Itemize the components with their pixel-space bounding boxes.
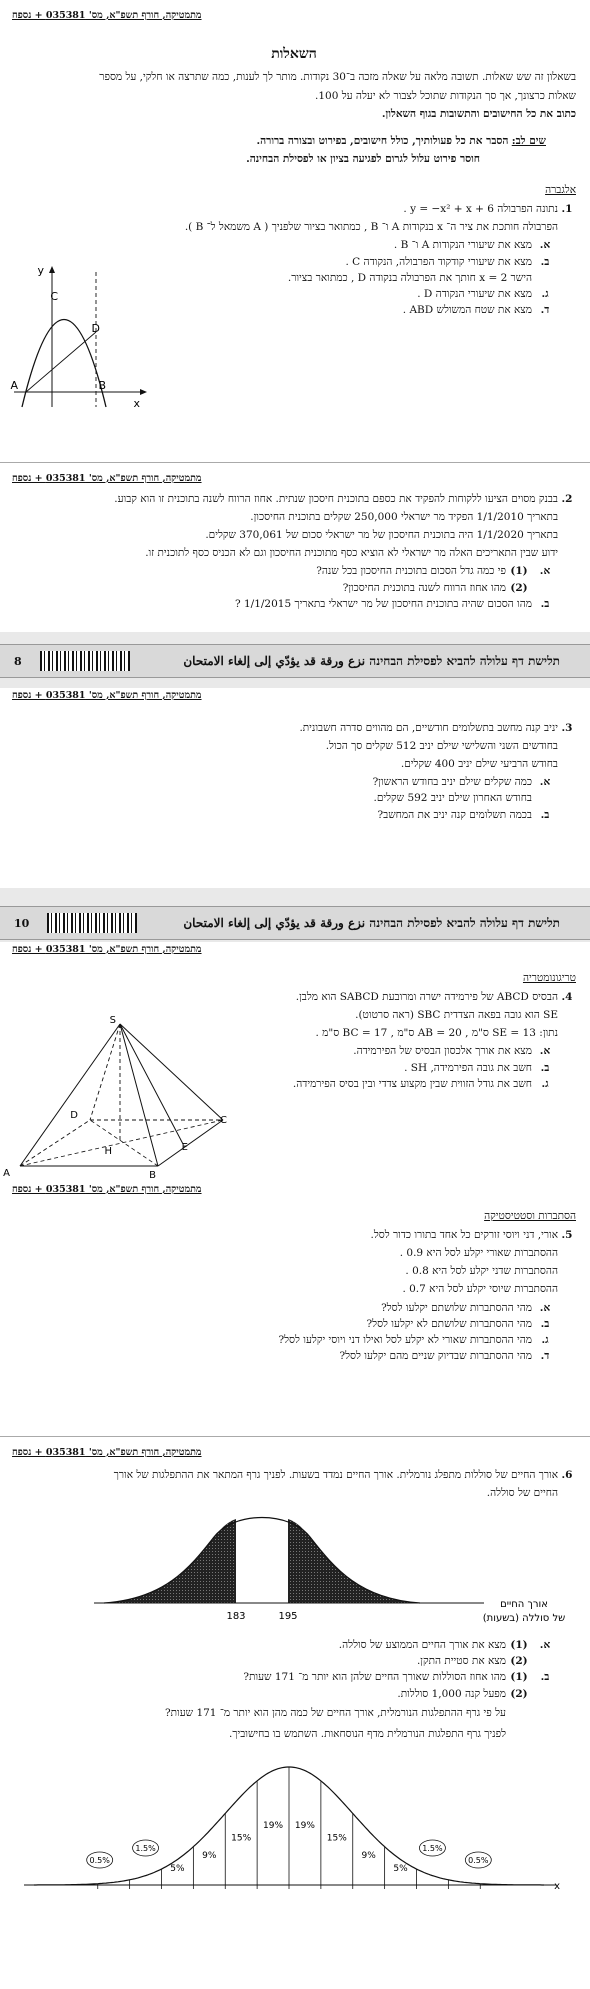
note-line-2: חוסר פירוט עלול לגרום לפגיעה בציון או לפסילת הבחינה. bbox=[246, 152, 480, 165]
tear-warning-text: תלישת דף עלולה להביא לפסילת הבחינה نزع ورقة قد يؤدّي إلى إلغاء الامتحان bbox=[183, 653, 560, 668]
question-number: 3. bbox=[561, 721, 573, 734]
q6-tail-1: על פי גרף ההתפלגות הנורמלית, אורך החיים של כמה מהן הוא יותר מ־ 171 שעות? bbox=[165, 1706, 506, 1719]
question-number: 2. bbox=[561, 492, 573, 505]
page-header: מתמטיקה, חורף תשפ"א, מס' 035381 + נספח bbox=[12, 690, 202, 701]
q6-item: (2) מפעל קנה 1,000 סוללות. bbox=[397, 1687, 528, 1700]
q1-item: ד. מצא את שטח המשולש ABD . bbox=[402, 303, 550, 316]
question-5 bbox=[12, 1229, 576, 1366]
q4-line: הבסיס ABCD של פירמידה ישרה ומרובעת SABCD הוא מלבן. bbox=[295, 991, 558, 1003]
vertex-label-h: H bbox=[104, 1146, 112, 1157]
q4-item: ג. חשב את גודל הזווית שבין מקצוע צדדי ובין בסיס הפירמידה. bbox=[292, 1077, 549, 1090]
percent-label: 0.5% bbox=[468, 1855, 489, 1865]
axis-title-2: של סוללה (בשעות) bbox=[482, 1613, 566, 1625]
shaded-left-tail bbox=[104, 1519, 236, 1603]
q4-item: ב. חשב את גובה הפירמידה, SH . bbox=[404, 1061, 550, 1074]
page-title: השאלות bbox=[271, 45, 317, 62]
q3-line: יניב קנה מחשב בתשלומים חודשיים, הם מהווים סדרה חשבונית. bbox=[299, 721, 558, 734]
normal-distribution-figure bbox=[14, 1747, 574, 1897]
page-number: 8 bbox=[14, 654, 22, 668]
q6-item: א. (1) מצא את אורך החיים הממוצע של סוללה. bbox=[338, 1639, 551, 1652]
q5-line: אורי, דני ויוסי זורקים כל אחד בתורו כדור לסל. bbox=[370, 1229, 558, 1241]
q3-item: בחודש האחרון שילם יניב 592 שקלים. bbox=[373, 792, 532, 805]
q3-line: בחודשים השני והשלישי שילם יניב 512 שקלים סך הכול. bbox=[325, 740, 558, 752]
percent-label: 9% bbox=[202, 1850, 217, 1861]
question-number: 5. bbox=[561, 1229, 573, 1241]
vertex-label-c: C bbox=[220, 1115, 227, 1126]
note-label: שים לב: bbox=[511, 134, 546, 147]
q3-line: בחודש הרביעי שילם יניב 400 שקלים. bbox=[400, 758, 558, 771]
q2-line: בבנק מסוים הציעו ללקוחות להפקיד את כספם בתוכנית חיסכון שנתית. אחוז הרווח לשנה בתוכנית זו הוא קבוע. bbox=[114, 492, 558, 505]
q4-item: א. מצא את אורך אלכסון הבסיס של הפירמידה. bbox=[353, 1045, 551, 1058]
q6-line: החיים של סוללה. bbox=[486, 1487, 558, 1499]
point-label-b: B bbox=[98, 379, 106, 392]
q2-line: ידוע שבין התאריכים האלה מר ישראלי לא הוציא כסף מתוכנית החיסכון וגם לא הכניס כסף לתוכנית זו. bbox=[145, 547, 558, 560]
q3-item: ב. בכמה תשלומים קנה יניב את המחשב? bbox=[377, 808, 550, 821]
question-number: 1. bbox=[561, 203, 573, 216]
q1-stem-2: הפרבולה חותכת את ציר ה־ x בנקודות A ו־ B , כמתואר בציור שלפניך ( A משמאל ל־ B ). bbox=[184, 221, 558, 234]
q5-item: ב. מהי ההסתברות שלושתם לא יקלעו לסל? bbox=[366, 1317, 550, 1330]
percent-label: 5% bbox=[170, 1863, 185, 1874]
vertex-label-e: E bbox=[181, 1142, 188, 1153]
vertex-label-s: S bbox=[109, 1015, 116, 1026]
vertex-label-b: B bbox=[149, 1170, 156, 1181]
page-header: מתמטיקה, חורף תשפ"א, מס' 035381 + נספח bbox=[12, 944, 202, 955]
page-5 bbox=[0, 1182, 590, 1436]
page-header: מתמטיקה, חורף תשפ"א, מס' 035381 + נספח bbox=[12, 10, 202, 21]
point-label-d: D bbox=[91, 322, 100, 335]
q1-item: א. מצא את שיעורי הנקודות A ו־ B . bbox=[393, 239, 551, 252]
percent-label: 5% bbox=[393, 1863, 408, 1874]
q5-item: ג. מהי ההסתברות שאורי לא יקלע לסל ואילו דני ויוסי יקלעו לסל? bbox=[278, 1333, 549, 1346]
vertex-label-d: D bbox=[70, 1110, 78, 1121]
percent-label: 19% bbox=[294, 1820, 315, 1831]
q6-tail-2: לפניך גרף התפלגות הנורמלית מדף הנוסחאות. השתמש בו בחישוביך. bbox=[228, 1727, 506, 1740]
pyramid-figure bbox=[3, 1015, 248, 1186]
page-header: מתמטיקה, חורף תשפ"א, מס' 035381 + נספח bbox=[12, 1184, 202, 1195]
note-block bbox=[12, 135, 576, 166]
q2-line: בתאריך 1/1/2010 הפקיד מר ישראלי 250,000 שקלים בתוכנית החיסכון. bbox=[250, 511, 558, 523]
section-algebra: אלגברה bbox=[545, 184, 576, 196]
intro-line-3: כתוב את כל החישובים והתשובות בגוף השאלון. bbox=[381, 107, 576, 120]
q1-item: ג. מצא את שיעורי הנקודה D . bbox=[417, 287, 549, 300]
question-2 bbox=[12, 493, 576, 614]
page-3 bbox=[0, 688, 590, 888]
page-4 bbox=[0, 942, 590, 1196]
q3-item: א. כמה שקלים שילם יניב בחודש הראשון? bbox=[372, 776, 551, 789]
percent-label: 1.5% bbox=[422, 1843, 443, 1853]
q5-item: ד. מהי ההסתברות שבדיוק שניים מהם יקלעו לסל? bbox=[339, 1349, 550, 1362]
q4-line: SE הוא גובה בפאה הצדדית SBC (ראה סרטוט). bbox=[355, 1009, 558, 1022]
point-label-c: C bbox=[50, 290, 58, 303]
axis-label-x: x bbox=[133, 397, 140, 410]
section-prob: הסתברות וסטטיסטיקה bbox=[484, 1209, 576, 1222]
page-header: מתמטיקה, חורף תשפ"א, מס' 035381 + נספח bbox=[12, 1447, 202, 1458]
percent-label: 15% bbox=[326, 1833, 347, 1844]
page-2 bbox=[0, 462, 590, 632]
intro-line-2: שאלות כרצונך, אך סך הנקודות שתוכל לצבור לא יעלה על 100. bbox=[315, 89, 576, 102]
page-6 bbox=[0, 1436, 590, 1989]
percent-label: 0.5% bbox=[89, 1855, 110, 1865]
tear-warning-band bbox=[0, 906, 590, 940]
q1-item: ב. מצא את שיעורי קודקוד הפרבולה, הנקודה C . bbox=[345, 255, 550, 268]
barcode bbox=[40, 651, 130, 671]
tear-warning-text: תלישת דף עלולה להביא לפסילת הבחינה نزع ورقة قد يؤدّي إلى إلغاء الامتحان bbox=[183, 915, 560, 930]
q5-line: ההסתברות שאורי יקלע לסל היא 0.9 . bbox=[399, 1247, 558, 1260]
section-trig: טריגונומטריה bbox=[522, 971, 576, 984]
page-1 bbox=[0, 0, 590, 462]
question-number: 6. bbox=[561, 1468, 573, 1481]
page-header: מתמטיקה, חורף תשפ"א, מס' 035381 + נספח bbox=[12, 473, 202, 484]
bell-curve-figure bbox=[14, 1509, 574, 1629]
parabola-figure bbox=[12, 262, 152, 410]
shaded-right-tail bbox=[288, 1519, 420, 1603]
q5-line: ההסתברות שדני יקלע לסל היא 0.8 . bbox=[405, 1265, 558, 1278]
tick-label-195: 195 bbox=[278, 1611, 298, 1623]
page-number: 10 bbox=[14, 916, 30, 930]
percent-label: 9% bbox=[361, 1850, 376, 1861]
q6-item: ב. (1) מהו אחוז הסוללות שאורך החיים שלהן הוא יותר מ־ 171 שעות? bbox=[243, 1671, 550, 1684]
q2-item: א. (1) פי כמה גדל הסכום בתוכנית החיסכון בכל שנה? bbox=[316, 565, 551, 578]
tick-label-183: 183 bbox=[226, 1611, 246, 1623]
vertex-label-a: A bbox=[3, 1168, 10, 1179]
q6-line: אורך החיים של סוללות מתפלג נורמלית. אורך החיים נמדד בשעות. לפניך גרף המתאר את ההתפלגות של אורך bbox=[113, 1468, 558, 1481]
q2-item: ב. מהו הסכום שהיה בתוכנית החיסכון של מר ישראלי בתאריך 1/1/2015 ? bbox=[235, 597, 550, 610]
tear-warning-band bbox=[0, 644, 590, 678]
q1-item: הישר x = 2 חותך את הפרבולה בנקודה D , כמתואר בציור. bbox=[287, 271, 532, 284]
question-number: 4. bbox=[561, 991, 573, 1003]
question-3 bbox=[12, 722, 576, 825]
note-line-1: הסבר את כל פעולותיך, כולל חישובים, בפירוט ובצורה ברורה. bbox=[256, 134, 509, 147]
point-label-a: A bbox=[10, 379, 18, 392]
barcode bbox=[47, 913, 137, 933]
axis-title-1: אורך החיים bbox=[500, 1599, 548, 1611]
x-axis-label: x bbox=[554, 1880, 560, 1892]
q5-item: א. מהי ההסתברות שלושתם יקלעו לסל? bbox=[381, 1301, 551, 1314]
question-6 bbox=[12, 1469, 576, 1505]
q2-line: בתאריך 1/1/2020 היה בתוכנית החיסכון של מר ישראלי סכום של 370,061 שקלים. bbox=[205, 529, 558, 542]
axis-label-y: y bbox=[37, 264, 44, 277]
q2-item: (2) מהו אחוז הרווח לשנה בתוכנית החיסכון? bbox=[342, 581, 528, 594]
q6-item: (2) מצא את סטיית התקן. bbox=[416, 1655, 528, 1668]
intro-line-1: בשאלון זה שש שאלות. תשובה מלאה על שאלה מזכה ב־30 נקודות. מותר לך לענות, כמה שתרצה או חלקי, על מספר bbox=[99, 71, 576, 84]
q5-line: ההסתברות שיוסי יקלע לסל היא 0.7 . bbox=[402, 1283, 558, 1296]
percent-label: 19% bbox=[263, 1820, 284, 1831]
percent-label: 1.5% bbox=[135, 1843, 156, 1853]
q4-line: נתון: SE = 13 ס"מ , AB = 20 ס"מ , BC = 17 ס"מ . bbox=[315, 1027, 558, 1040]
q1-stem: נתונה הפרבולה y = −x² + x + 6 . bbox=[403, 203, 558, 216]
percent-label: 15% bbox=[231, 1833, 252, 1844]
